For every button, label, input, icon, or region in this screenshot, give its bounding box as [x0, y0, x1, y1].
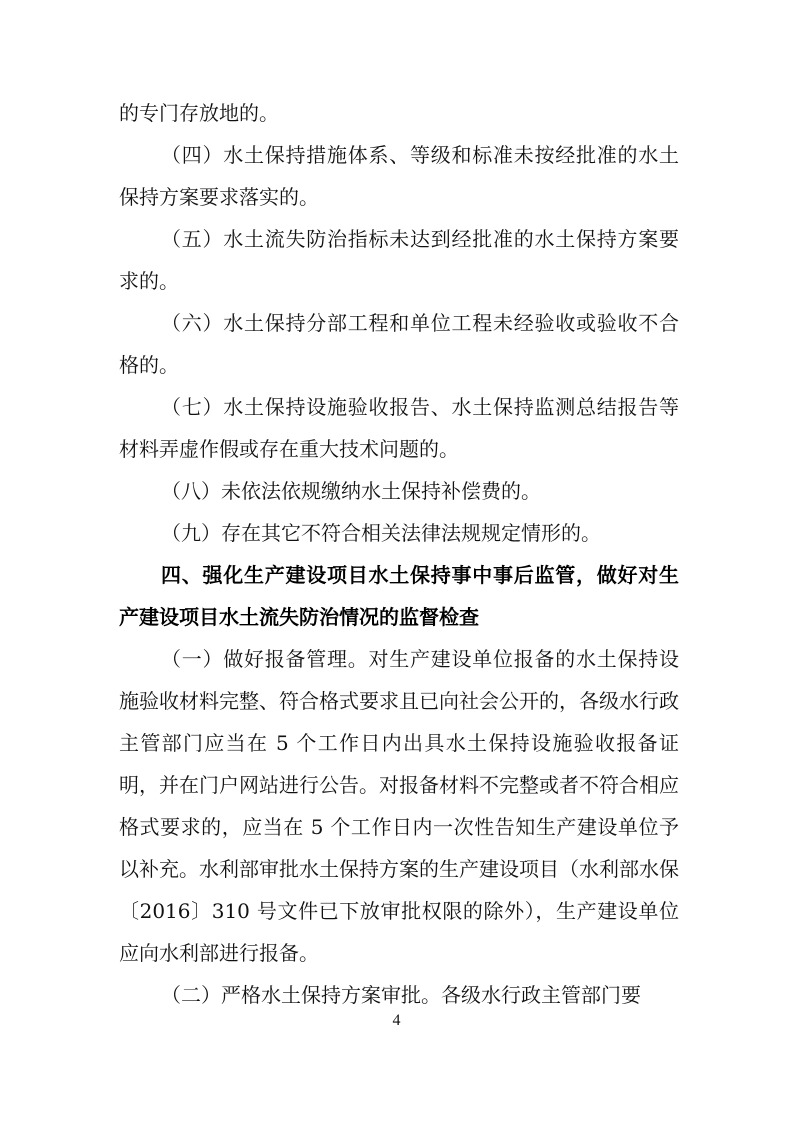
section-heading-4: 四、强化生产建设项目水土保持事中事后监管，做好对生产建设项目水土流失防治情况的监督检查 — [119, 563, 679, 629]
paragraph-continuation: 的专门存放地的。 — [119, 101, 279, 125]
paragraph-item-6: （六）水土保持分部工程和单位工程未经验收或验收不合格的。 — [119, 311, 679, 377]
paragraph-item-5: （五）水土流失防治指标未达到经批准的水土保持方案要求的。 — [119, 227, 679, 293]
document-body — [119, 92, 679, 1016]
paragraph-item-9: （九）存在其它不符合相关法律法规规定情形的。 — [161, 521, 601, 545]
paragraph-item-1: （一）做好报备管理。对生产建设单位报备的水土保持设施验收材料完整、符合格式要求且已向社会公开的，各级水行政主管部门应当在 5 个工作日内出具水土保持设施验收报备证明，并在门户网站进行公告。对报备材料不完整或者不符合相应格式要求的，应当在 5 个工作日内一次性告知生产建设单位予以补充。水利部审批水土保持方案的生产建设项目（水利部水保〔2016〕310 号文件已下放审批权限的除外），生产建设单位应向水利部进行报备。 — [119, 647, 679, 965]
paragraph-item-8: （八）未依法依规缴纳水土保持补偿费的。 — [161, 479, 541, 503]
page-number: 4 — [392, 1012, 401, 1029]
paragraph-item-4: （四）水土保持措施体系、等级和标准未按经批准的水土保持方案要求落实的。 — [119, 143, 679, 209]
paragraph-item-7: （七）水土保持设施验收报告、水土保持监测总结报告等材料弄虚作假或存在重大技术问题的。 — [119, 395, 679, 461]
paragraph-item-2: （二）严格水土保持方案审批。各级水行政主管部门要 — [161, 983, 641, 1007]
